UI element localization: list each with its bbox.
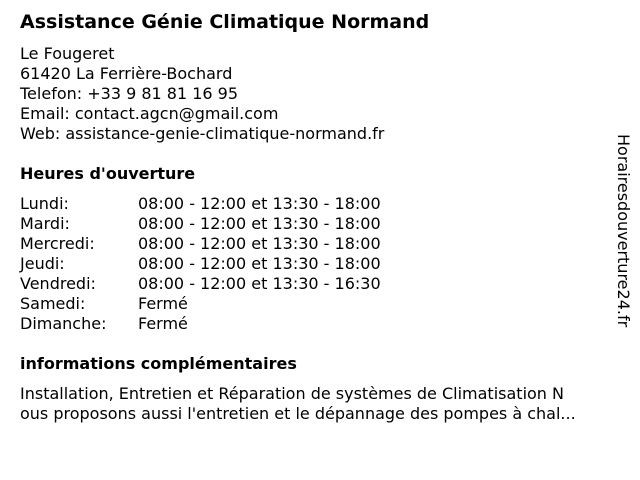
hours-row-monday (20, 194, 381, 214)
site-watermark: Horairesdouverture24.fr (614, 134, 633, 328)
opening-hours-table (20, 194, 381, 334)
hours-day-label: Dimanche: (20, 314, 107, 333)
hours-row-wednesday (20, 234, 381, 254)
hours-day-label: Samedi: (20, 294, 86, 313)
additional-info-heading: informations complémentaires (20, 354, 297, 373)
hours-row-thursday (20, 254, 381, 274)
website-link[interactable]: Web: assistance-genie-climatique-normand.fr (20, 124, 385, 143)
hours-time-value: Fermé (138, 294, 188, 313)
phone-number[interactable]: Telefon: +33 9 81 81 16 95 (20, 84, 239, 103)
hours-time-value: Fermé (138, 314, 188, 333)
additional-info-line: ous proposons aussi l'entretien et le dépannage des pompes à chal... (20, 404, 576, 423)
hours-day-label: Lundi: (20, 194, 69, 213)
hours-day-label: Vendredi: (20, 274, 96, 293)
hours-row-sunday (20, 314, 381, 334)
hours-time-value: 08:00 - 12:00 et 13:30 - 18:00 (138, 194, 381, 213)
hours-time-value: 08:00 - 12:00 et 13:30 - 18:00 (138, 234, 381, 253)
hours-day-label: Jeudi: (20, 254, 65, 273)
hours-row-saturday (20, 294, 381, 314)
address-street: Le Fougeret (20, 44, 115, 63)
hours-day-label: Mardi: (20, 214, 70, 233)
hours-time-value: 08:00 - 12:00 et 13:30 - 18:00 (138, 214, 381, 233)
additional-info-line: Installation, Entretien et Réparation de systèmes de Climatisation N (20, 384, 564, 403)
hours-time-value: 08:00 - 12:00 et 13:30 - 16:30 (138, 274, 381, 293)
contact-block (20, 44, 384, 144)
hours-time-value: 08:00 - 12:00 et 13:30 - 18:00 (138, 254, 381, 273)
opening-hours-heading: Heures d'ouverture (20, 164, 196, 183)
email-address[interactable]: Email: contact.agcn@gmail.com (20, 104, 279, 123)
hours-row-friday (20, 274, 381, 294)
hours-day-label: Mercredi: (20, 234, 95, 253)
hours-row-tuesday (20, 214, 381, 234)
address-city: 61420 La Ferrière-Bochard (20, 64, 233, 83)
business-name: Assistance Génie Climatique Normand (20, 11, 430, 33)
additional-info-text (20, 384, 620, 424)
